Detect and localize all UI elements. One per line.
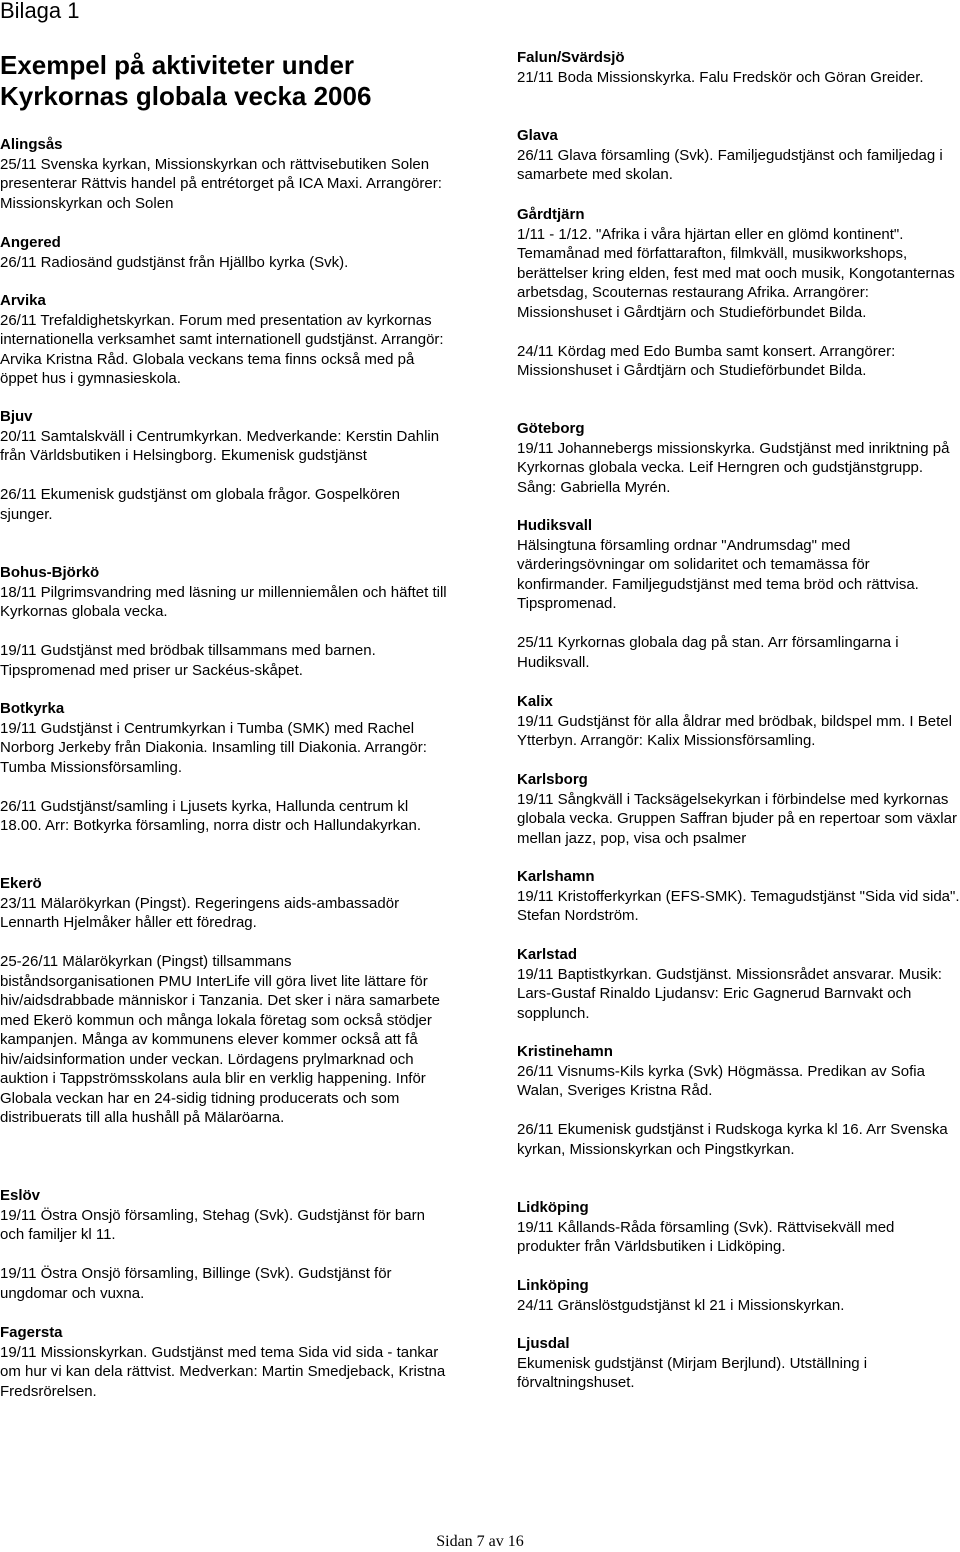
location-arvika <box>0 291 448 389</box>
location-name: Bjuv <box>0 408 33 425</box>
event-text: 20/11 Samtalskväll i Centrumkyrkan. Medverkande: Kerstin Dahlin från Världsbutiken i Helsingborg. Ekumenisk gudstjänst <box>0 427 440 464</box>
location-name: Falun/Svärdsjö <box>517 49 625 66</box>
location-lidkoping <box>517 1198 960 1257</box>
location-name: Ljusdal <box>517 1335 570 1352</box>
event-text: 26/11 Gudstjänst/samling i Ljusets kyrka, Hallunda centrum kl 18.00. Arr: Botkyrka församling, norra distr och Hallundakyrkan. <box>0 797 422 834</box>
location-linkoping <box>517 1276 960 1315</box>
event-text: 26/11 Ekumenisk gudstjänst i Rudskoga kyrka kl 16. Arr Svenska kyrkan, Missionskyrkan och Pingstkyrkan. <box>517 1121 948 1158</box>
location-falun-svardsjo <box>517 48 960 87</box>
location-name: Botkyrka <box>0 700 65 717</box>
location-gardtjarn <box>517 205 960 381</box>
event-text: 19/11 Gudstjänst i Centrumkyrkan i Tumba (SMK) med Rachel Norborg Jerkeby från Diakonia. Insamling till Diakonia. Arrangör: Tumba Missionsförsamling. <box>0 719 427 776</box>
location-hudiksvall <box>517 516 960 672</box>
event-text: 19/11 Sångkväll i Tacksägelsekyrkan i förbindelse med kyrkornas globala vecka. Gruppen Saffran bjuder på en repertoar som växlar mellan jazz, pop, visa och psalmer <box>517 790 957 847</box>
location-name: Eslöv <box>0 1187 41 1204</box>
event-text: 24/11 Gränslöstgudstjänst kl 21 i Missionskyrkan. <box>517 1296 845 1314</box>
location-name: Bohus-Björkö <box>0 564 100 581</box>
title-line-2: Kyrkornas globala vecka 2006 <box>0 81 372 111</box>
location-ljusdal <box>517 1334 960 1393</box>
location-name: Linköping <box>517 1277 589 1294</box>
location-name: Arvika <box>0 292 46 309</box>
location-kristinehamn <box>517 1042 960 1159</box>
event-text: Ekumenisk gudstjänst (Mirjam Berjlund). Utställning i förvaltningshuset. <box>517 1354 868 1391</box>
event-text: 25/11 Svenska kyrkan, Missionskyrkan och rättvisebutiken Solen presenterar Rättvis handel på entrétorget på ICA Maxi. Arrangörer: Missionskyrkan och Solen <box>0 155 442 212</box>
location-karlstad <box>517 945 960 1023</box>
event-text: 19/11 Gudstjänst med brödbak tillsammans med barnen. Tipspromenad med priser ur Sackéus-skåpet. <box>0 642 376 679</box>
location-name: Karlsborg <box>517 771 588 788</box>
location-kalix <box>517 692 960 751</box>
location-name: Hudiksvall <box>517 517 593 534</box>
event-text: 19/11 Östra Onsjö församling, Stehag (Svk). Gudstjänst för barn och familjer kl 11. <box>0 1206 425 1243</box>
event-text: 19/11 Kristofferkyrkan (EFS-SMK). Temagudstjänst "Sida vid sida". Stefan Nordström. <box>517 887 960 924</box>
location-karlshamn <box>517 867 960 926</box>
event-text: 26/11 Visnums-Kils kyrka (Svk) Högmässa. Predikan av Sofia Walan, Sveriges Kristna Råd. <box>517 1062 925 1099</box>
location-karlsborg <box>517 770 960 848</box>
location-fagersta <box>0 1323 448 1401</box>
location-name: Lidköping <box>517 1199 589 1216</box>
appendix-label: Bilaga 1 <box>0 0 80 23</box>
location-name: Karlshamn <box>517 868 595 885</box>
location-eslov <box>0 1186 448 1303</box>
event-text: 24/11 Kördag med Edo Bumba samt konsert. Arrangörer: Missionshuset i Gårdtjärn och Studieförbundet Bilda. <box>517 342 896 379</box>
event-text: 23/11 Mälarökyrkan (Pingst). Regeringens aids-ambassadör Lennarth Hjelmåker håller ett föredrag. <box>0 894 400 931</box>
event-text: 26/11 Ekumenisk gudstjänst om globala frågor. Gospelkören sjunger. <box>0 486 400 523</box>
location-goteborg <box>517 419 960 497</box>
event-text: 25-26/11 Mälarökyrkan (Pingst) tillsammans biståndsorganisationen PMU InterLife vill göra livet lite lättare för hiv/aidsdrabbade människor i Tanzania. Det sker i nära samarbete med Ekerö kommun och många lokala företag som också stödjer kampanjen. Många av kommunens elever kommer också att få hiv/aidsinformation under veckan. Lördagens prylmarknad och auktion i Tappströmsskolans aula blir en verklig happening. Inför Globala veckan har en 24-sidig tidning producerats och som distribuerats till alla hushåll på Mälaröarna. <box>0 953 440 1126</box>
event-text: 19/11 Johannebergs missionskyrka. Gudstjänst med inriktning på Kyrkornas globala vecka. Leif Herngren och gudstjänstgrupp. Sång: Gabriella Myrén. <box>517 439 950 496</box>
location-angered <box>0 233 448 272</box>
event-text: Hälsingtuna församling ordnar "Andrumsdag" med värderingsövningar om solidaritet och temamässa för konfirmander. Familjegudstjänst med tema bröd och rättvisa. Tipspromenad. <box>517 536 919 612</box>
event-text: 18/11 Pilgrimsvandring med läsning ur millenniemålen och häftet till Kyrkornas globala vecka. <box>0 583 447 620</box>
location-bjuv <box>0 407 448 524</box>
location-ekero <box>0 874 448 1128</box>
location-bohus-bjorko <box>0 563 448 680</box>
location-glava <box>517 126 960 185</box>
location-name: Angered <box>0 234 61 251</box>
event-text: 26/11 Glava församling (Svk). Familjegudstjänst och familjedag i samarbete med skolan. <box>517 146 943 183</box>
event-text: 26/11 Trefaldighetskyrkan. Forum med presentation av kyrkornas internationella verksamhet samt internationell gudstjänst. Arrangör: Arvika Kristna Råd. Globala veckans tema finns också med på öppet hus i gymnasieskola. <box>0 311 444 387</box>
page-number: Sidan 7 av 16 <box>436 1533 524 1550</box>
event-text: 19/11 Missionskyrkan. Gudstjänst med tema Sida vid sida - tankar om hur vi kan dela rättvist. Medverkan: Martin Smedjeback, Kristna Fredsrörelsen. <box>0 1343 446 1400</box>
location-name: Glava <box>517 127 558 144</box>
event-text: 19/11 Gudstjänst för alla åldrar med brödbak, bildspel mm. I Betel Ytterbyn. Arrangör: Kalix Missionsförsamling. <box>517 712 952 749</box>
location-name: Kalix <box>517 693 553 710</box>
event-text: 19/11 Östra Onsjö församling, Billinge (Svk). Gudstjänst för ungdomar och vuxna. <box>0 1265 392 1302</box>
location-name: Ekerö <box>0 875 42 892</box>
event-text: 26/11 Radiosänd gudstjänst från Hjällbo kyrka (Svk). <box>0 253 349 271</box>
location-name: Kristinehamn <box>517 1043 613 1060</box>
location-name: Alingsås <box>0 136 63 153</box>
title-line-1: Exempel på aktiviteter under <box>0 50 355 80</box>
event-text: 1/11 - 1/12. "Afrika i våra hjärtan eller en glömd kontinent". Temamånad med författarafton, filmkväll, musikworkshops, berättelser kring elden, fest med mat ooch musik, Kongotanternas arbetsdag, Scouternas restaurang Afrika. Arrangörer: Missionshuset i Gårdtjärn och Studieförbundet Bilda. <box>517 225 955 321</box>
location-name: Fagersta <box>0 1324 63 1341</box>
location-alingsas <box>0 135 448 213</box>
right-column <box>517 0 960 1550</box>
left-column <box>0 0 448 1550</box>
location-name: Göteborg <box>517 420 585 437</box>
location-name: Karlstad <box>517 946 578 963</box>
event-text: 19/11 Kållands-Råda församling (Svk). Rättvisekväll med produkter från Världsbutiken i Lidköping. <box>517 1218 895 1255</box>
location-botkyrka <box>0 699 448 836</box>
event-text: 21/11 Boda Missionskyrka. Falu Fredskör och Göran Greider. <box>517 68 924 86</box>
event-text: 25/11 Kyrkornas globala dag på stan. Arr församlingarna i Hudiksvall. <box>517 634 899 671</box>
event-text: 19/11 Baptistkyrkan. Gudstjänst. Missionsrådet ansvarar. Musik: Lars-Gustaf Rinaldo Ljudansv: Eric Gagnerud Barnvakt och sopplunch. <box>517 965 942 1022</box>
location-name: Gårdtjärn <box>517 206 585 223</box>
